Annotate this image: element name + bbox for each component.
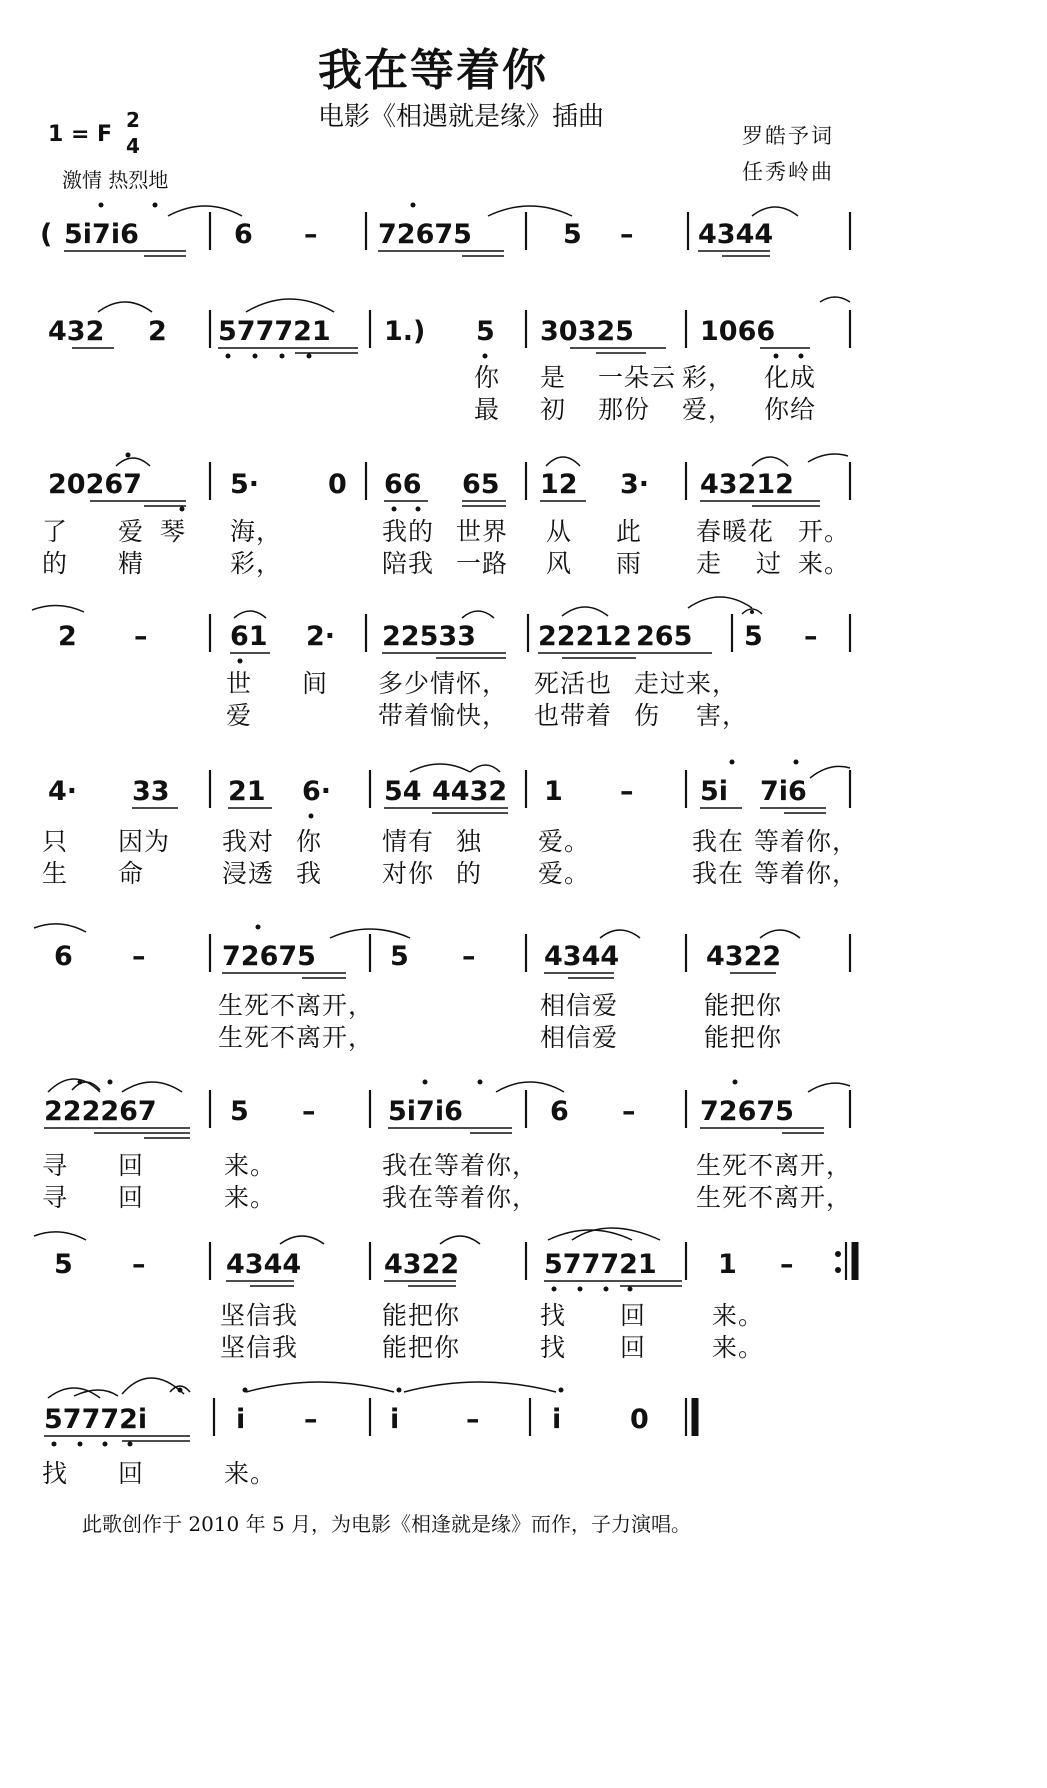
lyric: 风 [546, 549, 573, 578]
lyric: 世界 [456, 517, 509, 546]
lyric: 精 [118, 549, 145, 578]
lyric: 我在等着你， [382, 1183, 539, 1212]
lyric: 来。 [224, 1459, 277, 1488]
score-system-2 [48, 297, 850, 359]
lyric: 春暖花 [696, 517, 775, 546]
lyric: 对你 [382, 859, 435, 888]
lyric: 你给 [764, 395, 817, 424]
dash: – [302, 1096, 316, 1127]
note-group: 12 [540, 469, 578, 500]
note: 1 [544, 776, 563, 807]
lyric: 世 [226, 669, 253, 698]
lyric: 最 [474, 395, 501, 424]
lyric: 我的 [382, 517, 435, 546]
note-group: 4344 [698, 219, 774, 250]
lyric: 海， [230, 517, 283, 546]
note: 6 [234, 219, 253, 250]
lyric: 寻 [42, 1183, 69, 1212]
lyric: 的 [42, 549, 69, 578]
lyric: 化成 [764, 363, 817, 392]
lyric: 走过来， [634, 669, 739, 698]
lyric: 能把你 [704, 991, 783, 1020]
lyric: 多少情怀， [378, 669, 509, 698]
lyric: 初 [540, 395, 567, 424]
note-group: 22212 [538, 621, 632, 652]
note-group: 21 [228, 776, 266, 807]
note-group: 4344 [544, 941, 620, 972]
note-group: 72675 [700, 1096, 794, 1127]
note: 5 [54, 1249, 73, 1280]
lyric: 开。 [798, 517, 851, 546]
lyric: 一路 [456, 549, 509, 578]
lyric: 害， [696, 701, 749, 730]
lyric: 坚信我 [220, 1333, 299, 1362]
lyric: 能把你 [382, 1333, 461, 1362]
note-group: 43212 [700, 469, 794, 500]
lyric: 过 [756, 549, 783, 578]
lyric: 爱 [118, 517, 145, 546]
lyric: 来。 [224, 1151, 277, 1180]
note-group: 5i7i6 [64, 219, 139, 250]
lyric: 来。 [798, 549, 851, 578]
lyric: 回 [620, 1301, 647, 1330]
lyric: 能把你 [382, 1301, 461, 1330]
tempo-marking: 激情 热烈地 [62, 168, 169, 192]
note: 0 [328, 469, 347, 500]
note: i [390, 1404, 400, 1435]
note: 1 [718, 1249, 737, 1280]
lyric: 此 [616, 517, 643, 546]
dash: – [132, 941, 146, 972]
lyric: 生 [42, 859, 69, 888]
note-group: 65 [462, 469, 500, 500]
note: i [552, 1404, 562, 1435]
note: 5 [230, 1096, 249, 1127]
lyric: 来。 [224, 1183, 277, 1212]
lyric: 相信爱 [540, 991, 619, 1020]
note: 2 [148, 316, 167, 347]
note: 2 [58, 621, 77, 652]
lyric: 相信爱 [540, 1023, 619, 1052]
score-system-1 [40, 203, 850, 257]
lyric: 命 [118, 859, 145, 888]
lyric: 爱。 [538, 827, 591, 856]
lyric: 爱。 [538, 859, 591, 888]
lyric: 从 [546, 517, 573, 546]
note: 5 [744, 621, 763, 652]
lyric: 等着你， [754, 827, 859, 856]
lyric: 带着愉快， [378, 701, 509, 730]
lyric: 我在 [692, 859, 745, 888]
lyric: 你 [474, 363, 501, 392]
score-system-7 [44, 1079, 850, 1138]
dash: – [622, 1096, 636, 1127]
note-group: 20267 [48, 469, 142, 500]
composition-note: 此歌创作于 2010 年 5 月，为电影《相逢就是缘》而作，子力演唱。 [82, 1512, 692, 1536]
lyric: 回 [620, 1333, 647, 1362]
note-group: 265 [636, 621, 693, 652]
rest: 0 [630, 1404, 649, 1435]
note-group: 57772i [44, 1404, 148, 1435]
song-title: 我在等着你 [318, 45, 548, 96]
note-group: 432 [48, 316, 105, 347]
lyric: 也带着 [534, 701, 613, 730]
lyric: 找 [540, 1301, 567, 1330]
key-signature: 1 = F [48, 122, 113, 147]
lyric: 坚信我 [220, 1301, 299, 1330]
lyric: 能把你 [704, 1023, 783, 1052]
lyric: 生死不离开， [696, 1151, 853, 1180]
note-group: 4322 [384, 1249, 460, 1280]
lyric: 琴 [160, 517, 187, 546]
lyric: 死活也 [534, 669, 613, 698]
lyric: 回 [118, 1459, 145, 1488]
note-group: 222267 [44, 1096, 157, 1127]
lyric: 独 [456, 827, 483, 856]
note-group: 33 [132, 776, 170, 807]
song-subtitle: 电影《相遇就是缘》插曲 [318, 102, 605, 132]
note-group: 1.) [384, 316, 426, 347]
dash: – [780, 1249, 794, 1280]
lyric: 雨 [616, 549, 643, 578]
note-group: 72675 [378, 219, 472, 250]
lyric: 生死不离开， [696, 1183, 853, 1212]
lyric: 是 [540, 363, 567, 392]
score-system-3 [48, 453, 850, 512]
lyric: 了 [42, 517, 69, 546]
time-signature-top: 2 [126, 108, 140, 132]
dash: – [620, 219, 634, 250]
note-group: ( [40, 219, 53, 250]
lyric: 陪我 [382, 549, 435, 578]
lyric: 伤 [634, 701, 661, 730]
composer-credit: 任秀岭曲 [742, 160, 834, 184]
lyric: 回 [118, 1151, 145, 1180]
lyric: 等着你， [754, 859, 859, 888]
note-group: 7i6 [760, 776, 807, 807]
lyric: 找 [540, 1333, 567, 1362]
lyric: 我在等着你， [382, 1151, 539, 1180]
note-group: 577721 [544, 1249, 657, 1280]
dash: – [132, 1249, 146, 1280]
lyric: 爱， [682, 395, 735, 424]
note-group: 22533 [382, 621, 476, 652]
note-group: 66 [384, 469, 422, 500]
note: 5 [476, 316, 495, 347]
note: i [236, 1404, 246, 1435]
note-group: 72675 [222, 941, 316, 972]
lyric: 我在 [692, 827, 745, 856]
lyric: 彩， [682, 363, 735, 392]
dash: – [304, 219, 318, 250]
lyric: 那份 [598, 395, 651, 424]
note-group: 4322 [706, 941, 782, 972]
dash: – [134, 621, 148, 652]
lyric: 浸透 [222, 859, 275, 888]
note-group: 577721 [218, 316, 331, 347]
score-system-5 [48, 760, 850, 819]
note-group: 30325 [540, 316, 634, 347]
lyric: 间 [302, 669, 329, 698]
score-system-9 [44, 1378, 695, 1447]
lyric: 生死不离开， [218, 991, 375, 1020]
lyric: 来。 [712, 1333, 765, 1362]
note: 4· [48, 776, 78, 807]
lyric: 我 [296, 859, 323, 888]
dash: – [620, 776, 634, 807]
note-group: 61 [230, 621, 268, 652]
note: 2· [306, 621, 336, 652]
note-group: 1066 [700, 316, 776, 347]
note: 6 [550, 1096, 569, 1127]
lyric: 情有 [382, 827, 435, 856]
lyric: 一朵云 [598, 363, 677, 392]
lyric: 你 [296, 827, 323, 856]
note-group: 4432 [432, 776, 508, 807]
dash: – [462, 941, 476, 972]
note: 6 [54, 941, 73, 972]
lyric: 寻 [42, 1151, 69, 1180]
lyric: 彩， [230, 549, 283, 578]
lyric: 来。 [712, 1301, 765, 1330]
dash: – [804, 621, 818, 652]
note: 5 [563, 219, 582, 250]
lyric: 的 [456, 859, 483, 888]
note-group: 4344 [226, 1249, 302, 1280]
time-signature-bottom: 4 [126, 134, 140, 158]
lyricist-credit: 罗皓予词 [742, 124, 834, 148]
lyric: 只 [42, 827, 69, 856]
lyric: 找 [42, 1459, 69, 1488]
lyric: 生死不离开， [218, 1023, 375, 1052]
note-group: 5i7i6 [388, 1096, 463, 1127]
score-system-8 [34, 1228, 855, 1292]
lyric: 爱 [226, 701, 253, 730]
note-group: 5i [700, 776, 729, 807]
score-system-6 [34, 924, 850, 978]
lyric: 走 [696, 549, 723, 578]
score-system-4 [32, 597, 850, 664]
note: 3· [620, 469, 650, 500]
lyric: 我对 [222, 827, 275, 856]
lyric: 因为 [118, 827, 171, 856]
lyric: 回 [118, 1183, 145, 1212]
dash: – [466, 1404, 480, 1435]
note: 5 [390, 941, 409, 972]
note-group: 54 [384, 776, 422, 807]
dash: – [304, 1404, 318, 1435]
note: 6· [302, 776, 332, 807]
note: 5· [230, 469, 260, 500]
